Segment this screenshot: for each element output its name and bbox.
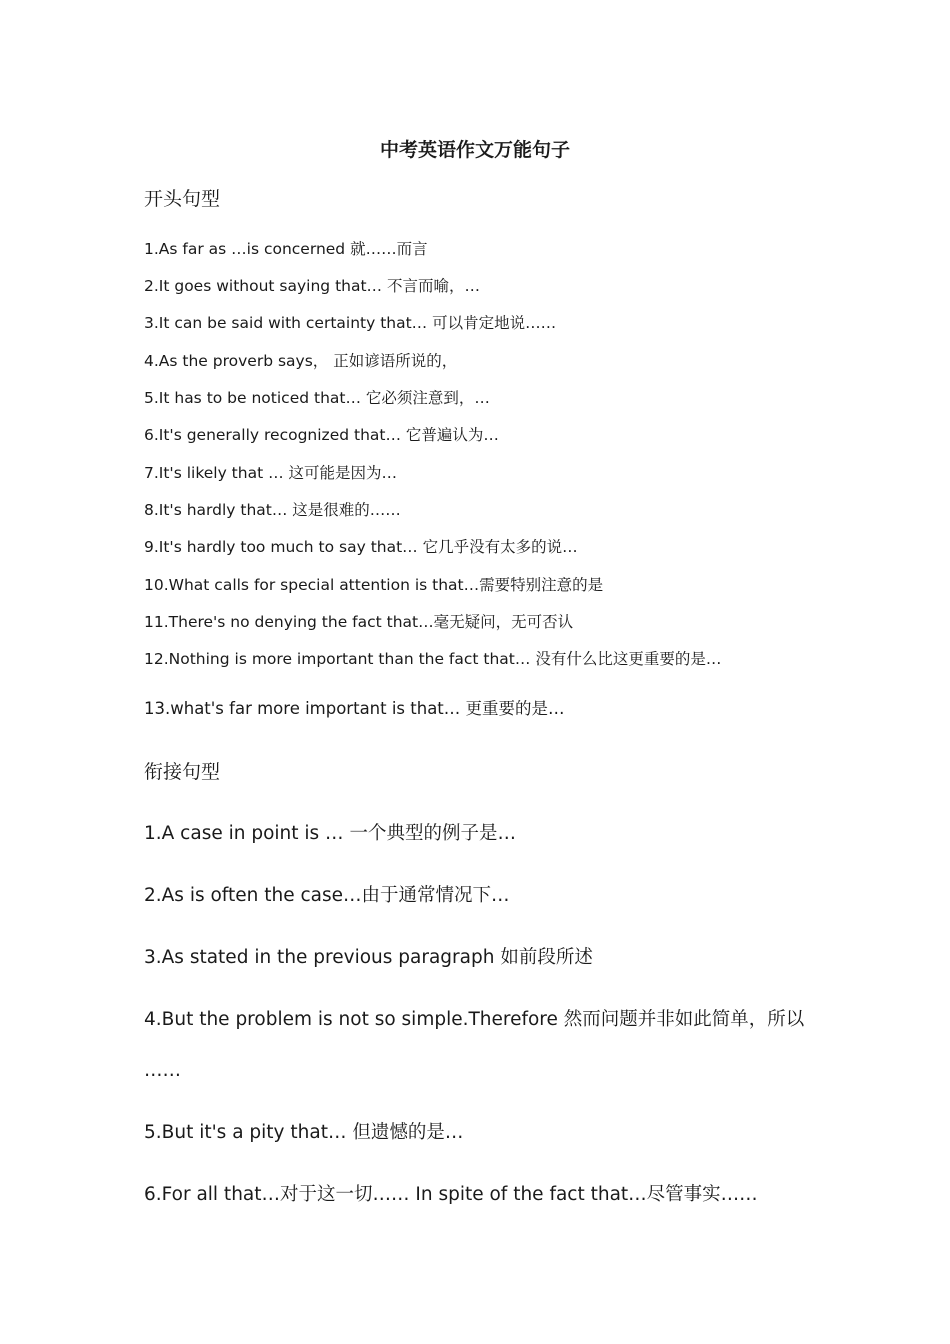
list-item: 9.It's hardly too much to say that… 它几乎没有太多的说… bbox=[144, 538, 578, 556]
section-heading-opening: 开头句型 bbox=[144, 188, 221, 210]
section-heading-transition: 衔接句型 bbox=[144, 761, 221, 783]
list-item: 6.For all that…对于这一切…… In spite of the fact that…尽管事实…… bbox=[144, 1184, 758, 1205]
list-item: 2.As is often the case…由于通常情况下… bbox=[144, 885, 510, 906]
list-item: 6.It's generally recognized that… 它普遍认为… bbox=[144, 426, 499, 444]
list-item: 12.Nothing is more important than the fact that… 没有什么比这更重要的是… bbox=[144, 650, 722, 668]
list-item: 7.It's likely that … 这可能是因为… bbox=[144, 464, 398, 482]
list-item: 8.It's hardly that… 这是很难的…… bbox=[144, 501, 401, 519]
list-item: 3.As stated in the previous paragraph 如前段所述 bbox=[144, 947, 593, 968]
list-item: 5.But it's a pity that… 但遗憾的是… bbox=[144, 1122, 464, 1143]
list-item: 3.It can be said with certainty that… 可以肯定地说…… bbox=[144, 314, 557, 332]
list-item: 1.As far as …is concerned 就……而言 bbox=[144, 240, 428, 258]
list-item: 5.It has to be noticed that… 它必须注意到，… bbox=[144, 389, 490, 407]
list-item: 4.As the proverb says， 正如谚语所说的， bbox=[144, 352, 458, 370]
list-item: 11.There's no denying the fact that…毫无疑问，无可否认 bbox=[144, 613, 574, 631]
list-item-continuation: …… bbox=[144, 1060, 181, 1081]
list-item: 2.It goes without saying that… 不言而喻，… bbox=[144, 277, 480, 295]
list-item: 1.A case in point is … 一个典型的例子是… bbox=[144, 823, 516, 844]
document-title: 中考英语作文万能句子 bbox=[379, 139, 570, 161]
list-item: 10.What calls for special attention is that…需要特别注意的是 bbox=[144, 576, 604, 594]
list-item: 13.what's far more important is that… 更重要的是… bbox=[144, 699, 565, 718]
list-item: 4.But the problem is not so simple.Therefore 然而问题并非如此简单，所以 bbox=[144, 1009, 805, 1030]
